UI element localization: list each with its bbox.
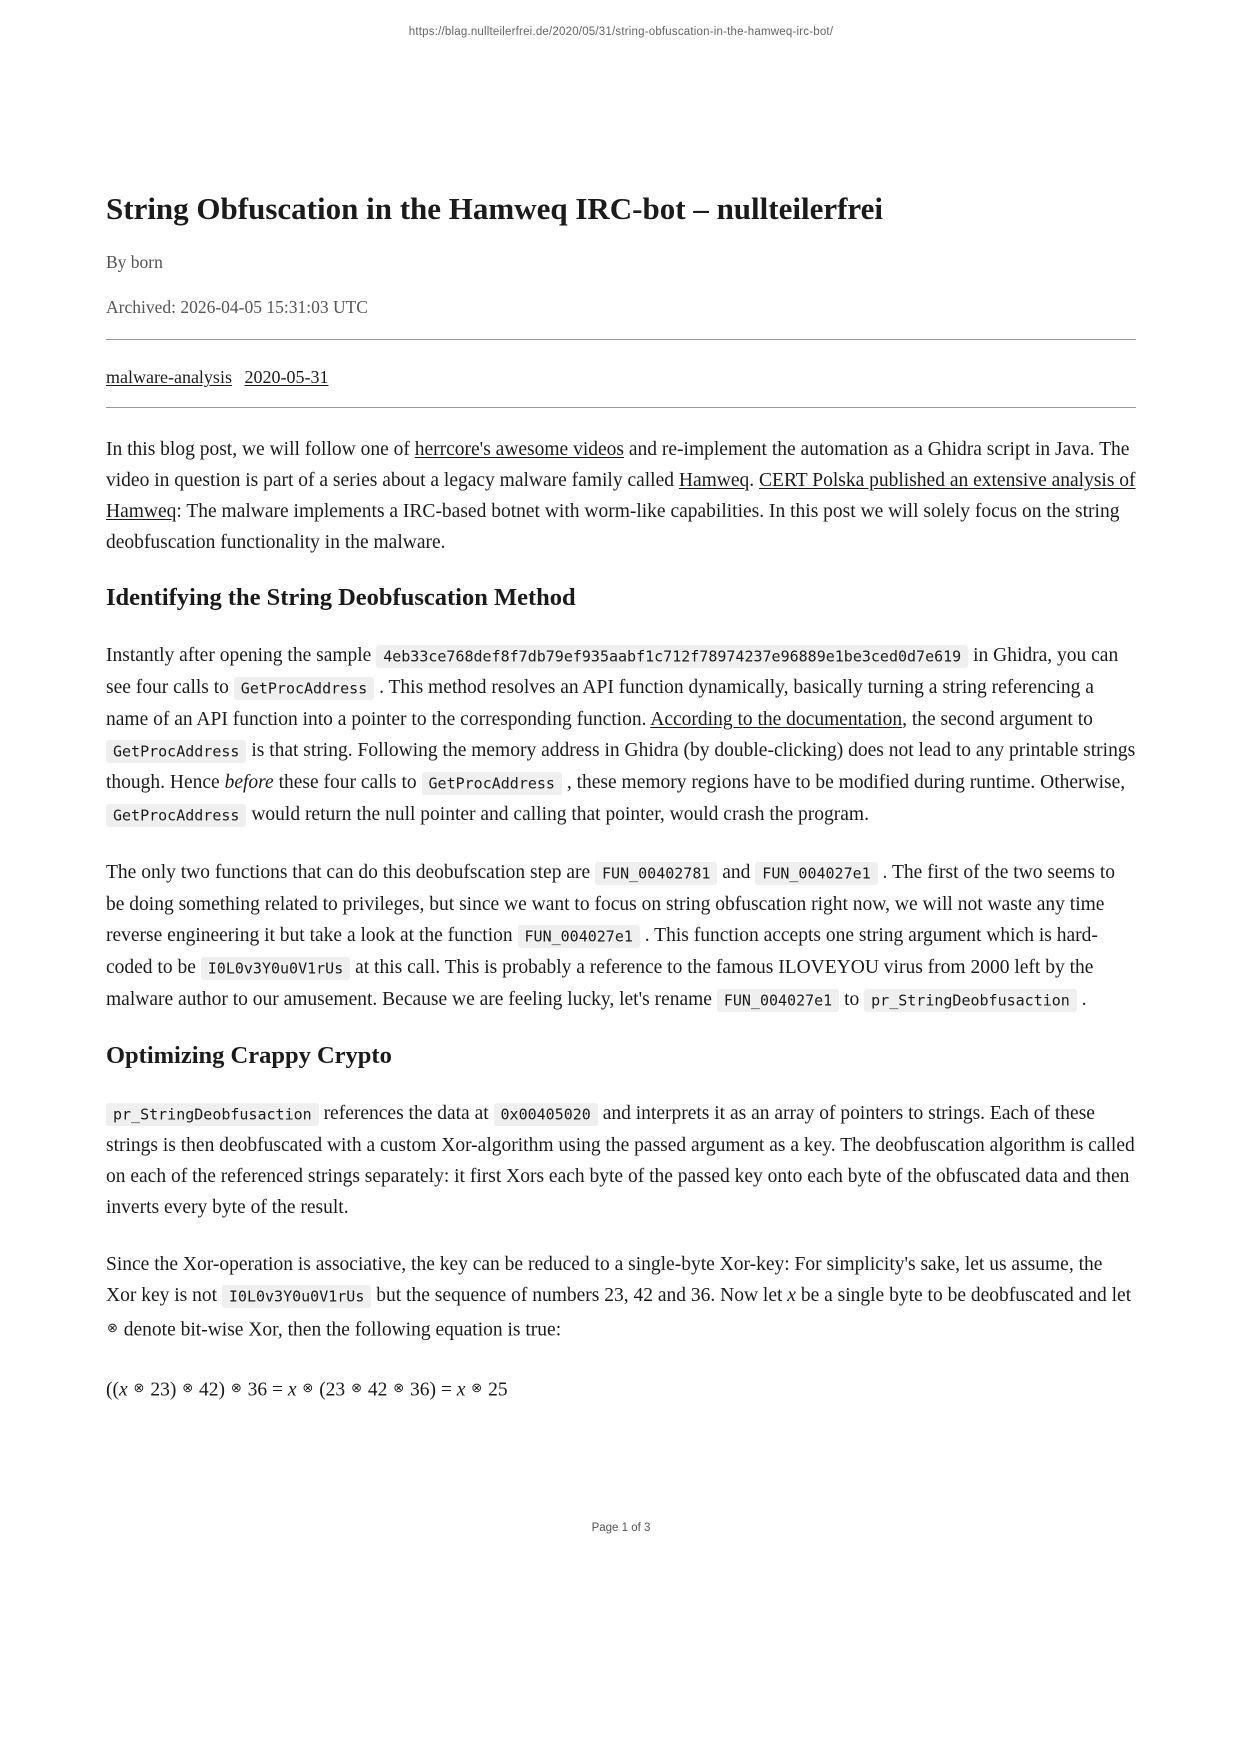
code-span: FUN_004027e1 xyxy=(755,862,877,885)
text-run: , the second argument to xyxy=(902,709,1093,730)
article xyxy=(106,189,1136,1405)
page-number: Page 1 of 3 xyxy=(591,1522,651,1534)
text-run: . This function accepts one string argument which is hard-coded to be xyxy=(106,925,1098,978)
text-run: (23 xyxy=(314,1379,351,1400)
text-run: 25 xyxy=(483,1379,508,1400)
divider-bottom xyxy=(106,407,1136,408)
math-variable: x xyxy=(287,1379,297,1400)
equation xyxy=(106,1372,1136,1406)
article-body xyxy=(106,434,1136,1405)
code-span: 4eb33ce768def8f7db79ef935aabf1c712f78974237e96889e1be3ced0d7e619 xyxy=(376,645,968,668)
xor-operator: ⊗ xyxy=(302,1379,314,1395)
inline-link[interactable]: Hamweq xyxy=(678,470,750,491)
code-span: I0L0v3Y0u0V1rUs xyxy=(222,1285,371,1308)
text-run: denote bit-wise Xor, then the following equation is true: xyxy=(118,1319,562,1341)
text-run: 36) = xyxy=(405,1379,457,1400)
text-run xyxy=(128,1379,133,1400)
text-run: 23) xyxy=(145,1379,182,1400)
text-run: In this blog post, we will follow one of xyxy=(106,439,415,460)
page-url: https://blag.nullteilerfrei.de/2020/05/31/string-obfuscation-in-the-hamweq-irc-bot/ xyxy=(408,26,834,38)
text-run: and re-implement the automation as a Ghidra script in Java. The video in question is part of a series about a legacy malware family called xyxy=(106,439,1130,491)
text-run: : The malware implements a IRC-based botnet with worm-like capabilities. In this post we will solely focus on the string deobfuscation functionality in the malware. xyxy=(106,501,1120,553)
text-run: be a single byte to be deobfuscated and let xyxy=(795,1285,1132,1306)
inline-link[interactable]: According to the documentation xyxy=(650,709,903,730)
text-run: . The first of the two seems to be doing something related to privileges, but since we want to focus on string obfuscation right now, we will not waste any time reverse engineering it but take a look at the function xyxy=(106,862,1116,946)
text-run: to xyxy=(839,989,865,1010)
text-run: and xyxy=(717,862,756,883)
text-run: (( xyxy=(106,1379,119,1400)
text-run: at this call. This is probably a reference to the famous ILOVEYOU virus from 2000 left by the malware author to our amusement. Because we are feeling lucky, let's rename xyxy=(106,957,1094,1010)
text-run: 36 = xyxy=(242,1379,288,1400)
text-run: references the data at xyxy=(318,1103,494,1124)
math-variable: x xyxy=(787,1285,796,1306)
paragraph xyxy=(106,857,1136,1016)
xor-operator: ⊗ xyxy=(471,1379,483,1395)
xor-operator: ⊗ xyxy=(182,1379,194,1395)
text-run: 42) xyxy=(194,1379,230,1400)
code-span: pr_StringDeobfusaction xyxy=(106,1103,319,1126)
tag-link-date[interactable]: 2020-05-31 xyxy=(244,367,329,387)
text-run: . xyxy=(1076,989,1087,1010)
text-run: these four calls to xyxy=(273,772,422,793)
byline: By born xyxy=(106,252,163,272)
text-run: but the sequence of numbers 23, 42 and 36. Now let xyxy=(371,1285,788,1306)
math-variable: x xyxy=(456,1379,466,1400)
xor-operator: ⊗ xyxy=(230,1379,242,1395)
code-span: GetProcAddress xyxy=(422,772,562,795)
print-header xyxy=(0,0,1242,38)
code-span: I0L0v3Y0u0V1rUs xyxy=(201,957,350,980)
paragraph xyxy=(106,1098,1136,1223)
xor-operator: ⊗ xyxy=(393,1379,405,1395)
inline-link[interactable]: herrcore's awesome videos xyxy=(414,439,624,460)
inline-link[interactable]: CERT Polska published an extensive analysis of Hamweq xyxy=(106,470,1136,522)
text-run: , these memory regions have to be modified during runtime. Otherwise, xyxy=(561,772,1126,793)
print-footer xyxy=(0,1522,1242,1534)
emphasis: before xyxy=(224,772,274,793)
tag-link-malware-analysis[interactable]: malware-analysis xyxy=(106,367,232,387)
divider-top xyxy=(106,339,1136,340)
text-run: . This method resolves an API function dynamically, basically turning a string referencing a name of an API function into a pointer to the corresponding function. xyxy=(106,677,1094,730)
xor-operator: ⊗ xyxy=(107,1320,118,1335)
section-heading: Identifying the String Deobfuscation Method xyxy=(106,584,576,611)
paragraph xyxy=(106,1249,1136,1346)
paragraph xyxy=(106,434,1136,558)
paragraph xyxy=(106,640,1136,831)
code-span: GetProcAddress xyxy=(106,740,246,763)
text-run: would return the null pointer and calling that pointer, would crash the program. xyxy=(246,804,869,825)
text-run: Instantly after opening the sample xyxy=(106,645,377,666)
math-variable: x xyxy=(119,1379,128,1400)
text-run: The only two functions that can do this deobufscation step are xyxy=(106,862,596,883)
xor-operator: ⊗ xyxy=(351,1379,362,1395)
code-span: GetProcAddress xyxy=(106,804,246,827)
article-title: String Obfuscation in the Hamweq IRC-bot – nullteilerfrei xyxy=(106,191,883,226)
text-run: and interprets it as an array of pointers to strings. Each of these strings is then deobfuscated with a custom Xor-algorithm using the passed argument as a key. The deobfuscation algorithm is called on each of the referenced strings separately: it first Xors each byte of the passed key onto each byte of the obfuscated data and then inverts every byte of the result. xyxy=(106,1103,1135,1218)
text-run: is that string. Following the memory address in Ghidra (by double-clicking) does not lead to any printable strings though. Hence xyxy=(106,740,1136,793)
text-run: in Ghidra, you can see four calls to xyxy=(106,645,1119,698)
code-span: GetProcAddress xyxy=(234,677,374,700)
text-run: . xyxy=(749,470,760,491)
code-span: FUN_004027e1 xyxy=(518,925,640,948)
code-span: pr_StringDeobfusaction xyxy=(864,989,1077,1012)
xor-operator: ⊗ xyxy=(133,1379,145,1395)
text-run: 42 xyxy=(362,1379,393,1400)
code-span: FUN_00402781 xyxy=(595,862,717,885)
archived-timestamp: Archived: 2026-04-05 15:31:03 UTC xyxy=(106,297,368,317)
section-heading: Optimizing Crappy Crypto xyxy=(106,1042,392,1069)
code-span: FUN_004027e1 xyxy=(717,989,839,1012)
code-span: 0x00405020 xyxy=(494,1103,598,1126)
tags-row xyxy=(106,367,1136,388)
text-run: Since the Xor-operation is associative, the key can be reduced to a single-byte Xor-key: For simplicity's sake, let us assume, the Xor key is not xyxy=(106,1254,1103,1306)
